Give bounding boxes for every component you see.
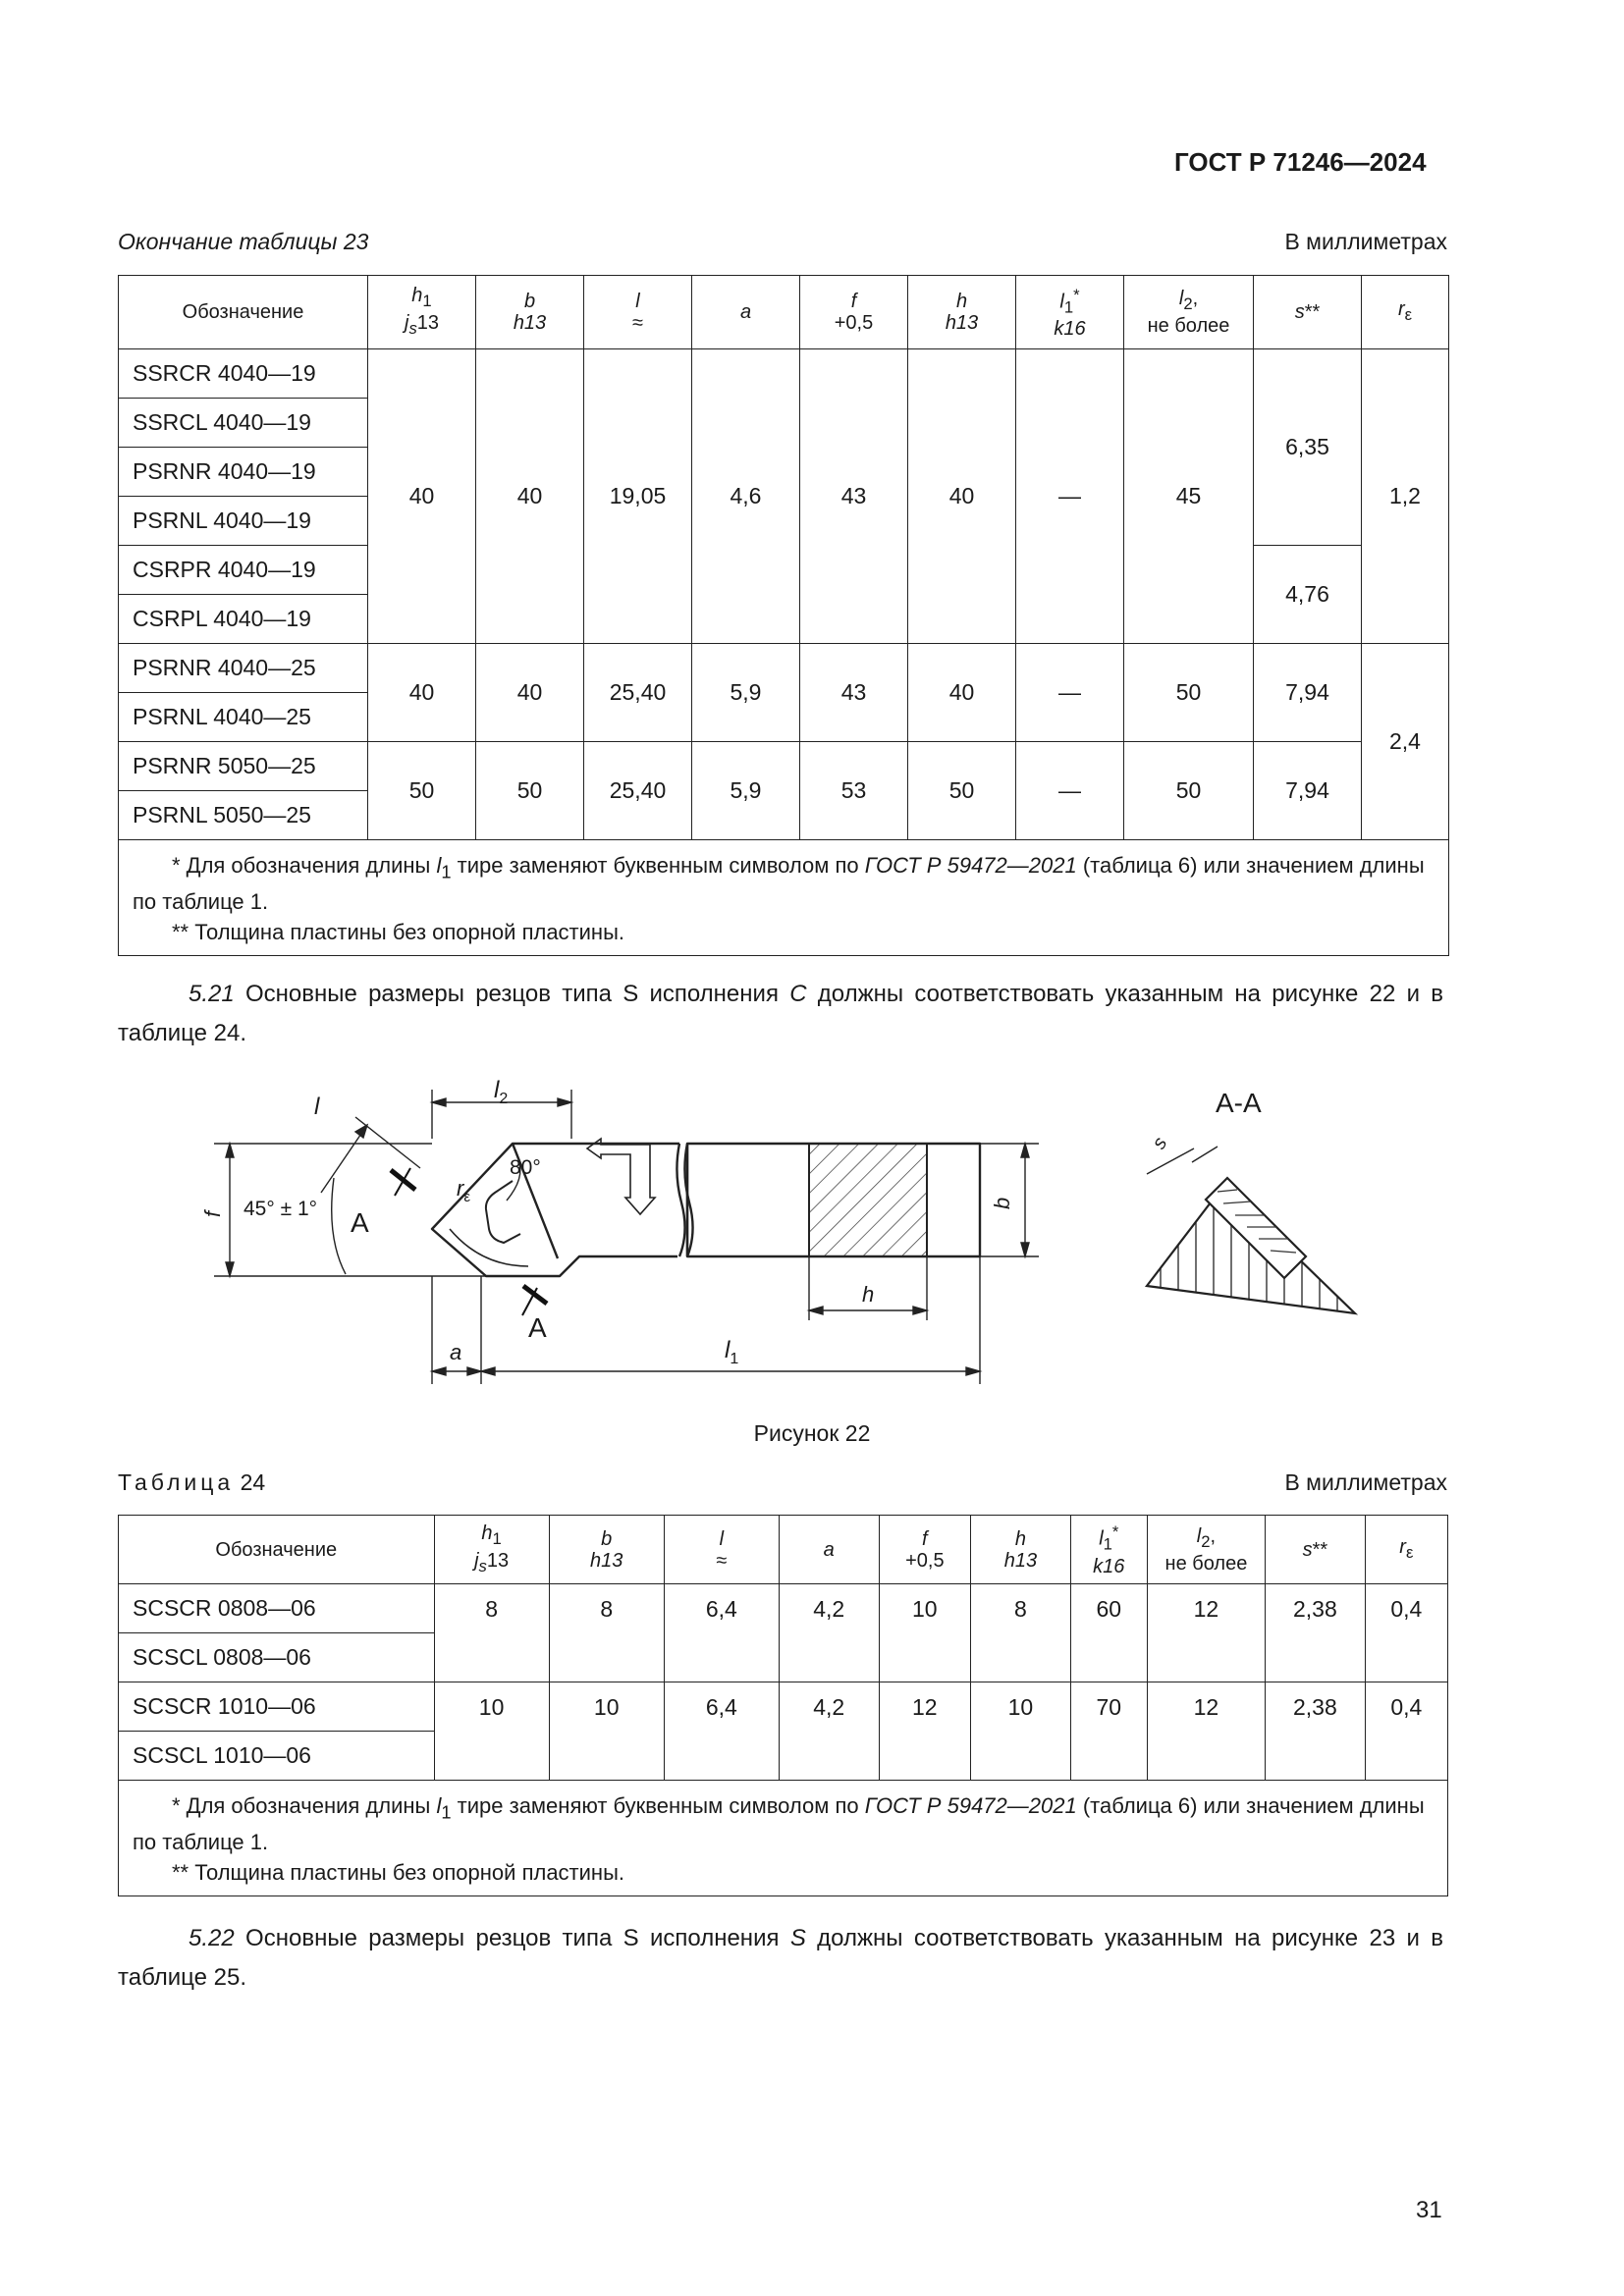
section-a-a-title: A-A: [1216, 1088, 1262, 1118]
designation-cell: PSRNL 4040—25: [119, 693, 368, 742]
s-cell: 2,38: [1266, 1682, 1366, 1781]
h1-cell: 40: [368, 349, 476, 644]
r-cell: 0,4: [1365, 1682, 1447, 1781]
col-l2: $l_2$, не более: [1147, 1516, 1265, 1584]
b-cell: 40: [476, 349, 584, 644]
designation-cell: PSRNR 5050—25: [119, 742, 368, 791]
designation-cell: PSRNL 4040—19: [119, 497, 368, 546]
table23-notes-row: [119, 840, 1449, 956]
r-cell: 1,2: [1362, 349, 1449, 644]
h1-cell: 50: [368, 742, 476, 840]
s-cell: 7,94: [1254, 644, 1362, 742]
designation-cell: SSRCR 4040—19: [119, 349, 368, 399]
label-r-epsilon: $r_\varepsilon$: [457, 1176, 471, 1205]
l2-cell: 50: [1124, 644, 1254, 742]
col-a: a: [692, 276, 800, 349]
table-row: [119, 349, 1449, 399]
l-cell: 6,4: [664, 1682, 779, 1781]
h1-cell: 10: [434, 1682, 549, 1781]
r-cell: 0,4: [1365, 1584, 1447, 1682]
footnote-2: ** Толщина пластины без опорной пластины.: [172, 1860, 624, 1886]
b-cell: 50: [476, 742, 584, 840]
col-designation: Обозначение: [119, 1516, 435, 1584]
col-h1: $h_1$ $j_s13$: [368, 276, 476, 349]
h1-cell: 40: [368, 644, 476, 742]
s-cell: 6,35: [1254, 349, 1362, 546]
col-b: b h13: [476, 276, 584, 349]
table23-caption: Окончание таблицы 23: [118, 229, 369, 254]
h-cell: 40: [908, 644, 1016, 742]
designation-cell: SSRCL 4040—19: [119, 399, 368, 448]
designation-cell: PSRNL 5050—25: [119, 791, 368, 840]
f-cell: 43: [800, 644, 908, 742]
r-cell: 2,4: [1362, 644, 1449, 840]
h-cell: 10: [971, 1682, 1071, 1781]
table24-notes-row: [119, 1781, 1448, 1896]
l2-cell: 12: [1147, 1682, 1265, 1781]
col-h: h h13: [908, 276, 1016, 349]
f-cell: 12: [879, 1682, 970, 1781]
label-l: l: [314, 1094, 320, 1120]
a-cell: 4,2: [779, 1584, 879, 1682]
section-a-a-view: [1147, 1088, 1355, 1315]
table-23: [118, 275, 1449, 956]
label-angle-80: 80°: [510, 1156, 541, 1179]
designation-cell: SCSCL 0808—06: [119, 1633, 435, 1682]
table-24: [118, 1515, 1448, 1896]
label-angle-45: 45° ± 1°: [244, 1198, 318, 1220]
h-cell: 50: [908, 742, 1016, 840]
l1-cell: —: [1016, 742, 1124, 840]
col-l1: $l_1^*$ k16: [1070, 1516, 1147, 1584]
a-cell: 5,9: [692, 742, 800, 840]
col-l: l ≈: [664, 1516, 779, 1584]
col-r: $r_\varepsilon$: [1362, 276, 1449, 349]
label-f: f: [200, 1210, 225, 1217]
s-cell: 2,38: [1266, 1584, 1366, 1682]
table24-label: Таблица 24: [118, 1469, 266, 1495]
label-l2: $l_2$: [494, 1077, 509, 1107]
col-a: a: [779, 1516, 879, 1584]
a-cell: 4,6: [692, 349, 800, 644]
col-h1: $h_1$ $j_s13$: [434, 1516, 549, 1584]
l-cell: 25,40: [584, 644, 692, 742]
col-l1: $l_1^*$ k16: [1016, 276, 1124, 349]
table-row: [119, 644, 1449, 693]
l1-cell: 70: [1070, 1682, 1147, 1781]
designation-cell: CSRPL 4040—19: [119, 595, 368, 644]
col-l2: $l_2$, не более: [1124, 276, 1254, 349]
b-cell: 10: [549, 1682, 664, 1781]
section-hatch: [809, 1144, 927, 1256]
col-r: $r_\varepsilon$: [1365, 1516, 1447, 1584]
s-cell: 7,94: [1254, 742, 1362, 840]
figure-22-drawing: [0, 1060, 1624, 1404]
label-s: s: [1148, 1133, 1172, 1153]
table24-units: В миллиметрах: [1284, 1469, 1447, 1495]
l1-cell: —: [1016, 349, 1124, 644]
l1-cell: —: [1016, 644, 1124, 742]
l2-cell: 12: [1147, 1584, 1265, 1682]
footnote-1: * Для обозначения длины $l_1$ тире заменяют буквенным символом по ГОСТ Р 59472—2021 (таблица 6) или значением длины по таблице 1.: [133, 1793, 1425, 1855]
col-f: f +0,5: [800, 276, 908, 349]
designation-cell: SCSCL 1010—06: [119, 1732, 435, 1781]
designation-cell: SCSCR 1010—06: [119, 1682, 435, 1732]
footnote-2: ** Толщина пластины без опорной пластины.: [172, 920, 624, 945]
col-f: f +0,5: [879, 1516, 970, 1584]
feed-arrow-icon: [587, 1139, 655, 1214]
table24-notes: [119, 1781, 1448, 1896]
h-cell: 8: [971, 1584, 1071, 1682]
col-b: b h13: [549, 1516, 664, 1584]
col-l: l ≈: [584, 276, 692, 349]
h-cell: 40: [908, 349, 1016, 644]
l-cell: 19,05: [584, 349, 692, 644]
label-h: h: [862, 1282, 875, 1307]
f-cell: 53: [800, 742, 908, 840]
l-cell: 25,40: [584, 742, 692, 840]
designation-cell: PSRNR 4040—25: [119, 644, 368, 693]
standard-number: ГОСТ Р 71246—2024: [1174, 147, 1427, 177]
table24-header-row: [119, 1516, 1448, 1584]
b-cell: 8: [549, 1584, 664, 1682]
h1-cell: 8: [434, 1584, 549, 1682]
label-l1: $l_1$: [725, 1337, 739, 1367]
table23-header-row: [119, 276, 1449, 349]
col-s: s**: [1266, 1516, 1366, 1584]
l-cell: 6,4: [664, 1584, 779, 1682]
col-h: h h13: [971, 1516, 1071, 1584]
figure-22-caption: Рисунок 22: [753, 1420, 871, 1446]
l1-cell: 60: [1070, 1584, 1147, 1682]
table23-notes: [119, 840, 1449, 956]
footnote-1: * Для обозначения длины $l_1$ тире заменяют буквенным символом по ГОСТ Р 59472—2021 (таблица 6) или значением длины по таблице 1.: [133, 853, 1425, 915]
paragraph-5-22: 5.22 Основные размеры резцов типа S исполнения S должны соответствовать указанным на рисунке 23 и в таблице 25.: [118, 1925, 1444, 1991]
f-cell: 10: [879, 1584, 970, 1682]
a-cell: 5,9: [692, 644, 800, 742]
table23-units: В миллиметрах: [1284, 229, 1447, 254]
label-a: a: [450, 1340, 462, 1364]
designation-cell: PSRNR 4040—19: [119, 448, 368, 497]
f-cell: 43: [800, 349, 908, 644]
table-row: [119, 1682, 1448, 1732]
designation-cell: CSRPR 4040—19: [119, 546, 368, 595]
designation-cell: SCSCR 0808—06: [119, 1584, 435, 1633]
a-cell: 4,2: [779, 1682, 879, 1781]
col-s: s**: [1254, 276, 1362, 349]
col-designation: Обозначение: [119, 276, 368, 349]
s-cell: 4,76: [1254, 546, 1362, 644]
label-section-a-bottom: A: [528, 1312, 547, 1343]
table-row: [119, 742, 1449, 791]
l2-cell: 50: [1124, 742, 1254, 840]
label-b: b: [990, 1197, 1014, 1209]
page-number: 31: [1416, 2197, 1442, 2223]
table-row: [119, 1584, 1448, 1633]
paragraph-5-21: 5.21 Основные размеры резцов типа S исполнения C должны соответствовать указанным на рисунке 22 и в таблице 24.: [118, 981, 1443, 1046]
b-cell: 40: [476, 644, 584, 742]
label-section-a-top: A: [351, 1207, 369, 1238]
l2-cell: 45: [1124, 349, 1254, 644]
